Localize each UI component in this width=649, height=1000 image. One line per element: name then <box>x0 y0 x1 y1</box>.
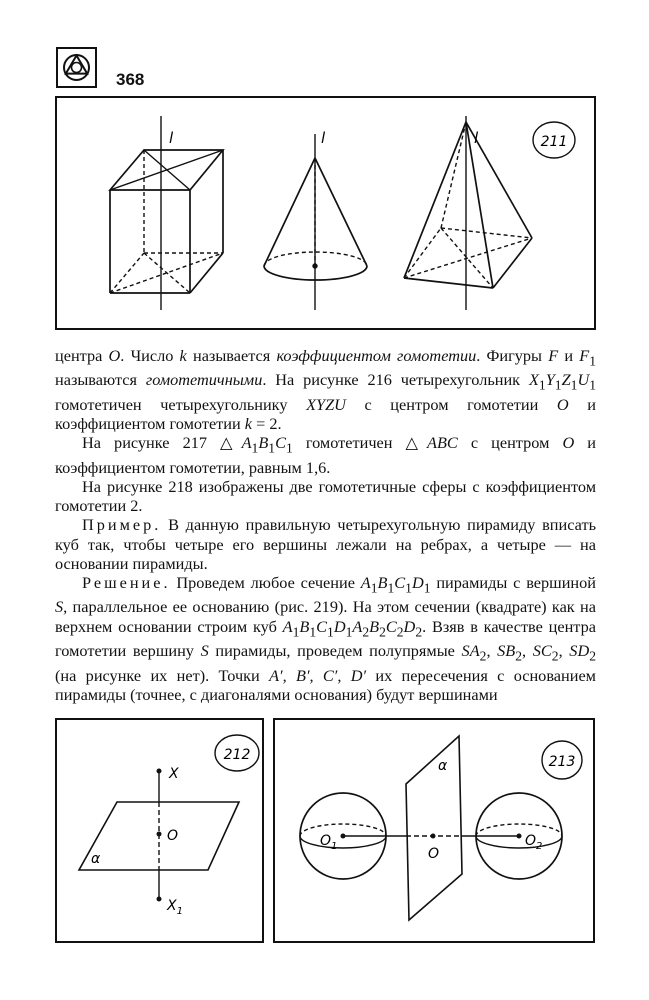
figure-213 <box>273 718 595 943</box>
label-o: O <box>167 828 179 844</box>
label-x1: $X_1$ <box>167 898 183 917</box>
point-o <box>431 834 436 839</box>
pyramid <box>404 122 532 288</box>
plane-alpha <box>406 736 462 920</box>
axis-label: l <box>474 129 479 147</box>
label-o1: $O_1$ <box>320 833 338 852</box>
axis-label: l <box>321 129 326 147</box>
body-text <box>55 346 596 704</box>
logo <box>56 47 97 88</box>
axis-label: l <box>169 129 174 147</box>
point-o1 <box>341 834 346 839</box>
page-number: 368 <box>116 70 145 89</box>
figure-212-drawing <box>57 720 266 945</box>
figure-211 <box>55 96 596 330</box>
figure-212 <box>55 718 264 943</box>
figure-number: 211 <box>540 134 568 150</box>
figure-213-drawing <box>275 720 597 945</box>
label-o2: $O_2$ <box>525 833 543 852</box>
point-o <box>157 832 162 837</box>
label-alpha: α <box>438 758 448 774</box>
paragraph: Решение. Проведем любое сечение $A_1B_1C_1D_1$ пирамиды с вершиной S, параллельное ее основанию (рис. 219). На этом сечении (квадрате) как на верхнем основании строим куб $A_1B_1C_1D_1A_2B_2C_2D_2$. Взяв в качестве центра гомотетии вершину S пирамиды, проведем полупрямые $SA_2$, $SB_2$, $SC_2$, $SD_2$ (на рисунке их нет). Точки A′, B′, C′, D′ их пересечения с основанием пирамиды (точнее, с диагоналями основания) будут вершинами <box>55 572 596 704</box>
figure-211-drawing <box>57 98 598 332</box>
paragraph: На рисунке 218 изображены две гомотетичные сферы с коэффициентом гомотетии 2. <box>55 476 596 516</box>
point-x <box>157 769 162 774</box>
figure-number: 212 <box>223 747 251 763</box>
figure-number: 213 <box>548 754 576 770</box>
label-alpha: α <box>91 851 101 867</box>
prism <box>110 150 223 293</box>
paragraph: На рисунке 217 $\triangle A_1B_1C_1$ гомотетичен △ABC с центром O и коэффициентом гомотетии, равным 1,6. <box>55 433 596 477</box>
point-o2 <box>517 834 522 839</box>
paragraph: центра O. Число k называется коэффициентом гомотетии. Фигуры F и $F_1$ называются гомотетичными. На рисунке 216 четырехугольник $X_1Y_1Z_1U_1$ гомотетичен четырехугольнику XYZU с центром гомотетии O и коэффициентом гомотетии k = 2. <box>55 346 596 434</box>
point-x1 <box>157 897 162 902</box>
triangle-in-circle-icon <box>58 49 95 86</box>
label-o: O <box>428 846 440 862</box>
paragraph: Пример. В данную правильную четырехугольную пирамиду вписать куб так, чтобы четыре его вершины лежали на ребрах, а четыре — на основании пирамиды. <box>55 515 596 573</box>
label-x: X <box>169 766 179 782</box>
